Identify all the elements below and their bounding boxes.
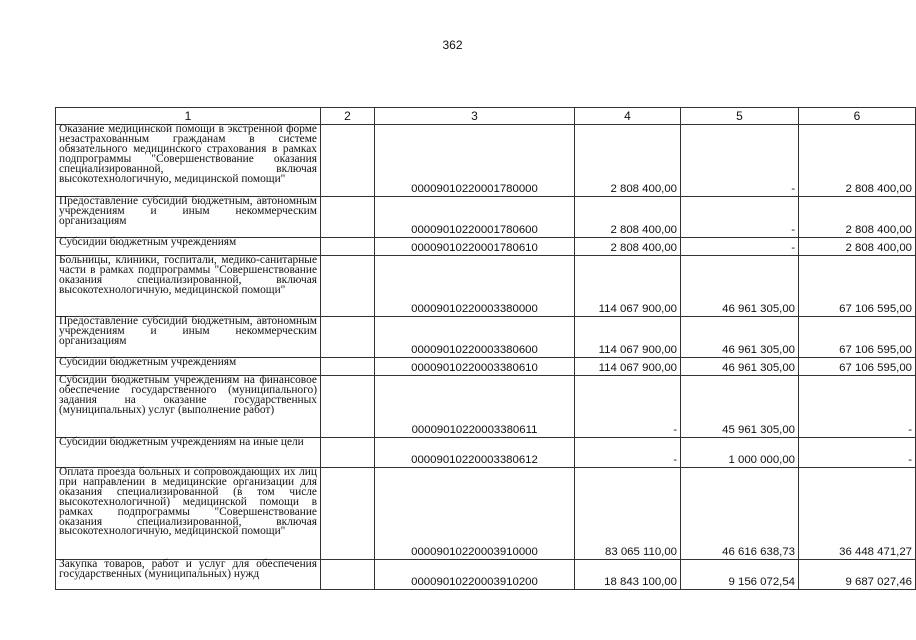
- budget-table: [55, 107, 916, 590]
- row-value-6: 2 808 400,00: [799, 238, 916, 256]
- row-value-6: 2 808 400,00: [799, 125, 916, 197]
- header-col-4: 4: [575, 108, 681, 125]
- row-code: 00009010220001780000: [375, 125, 575, 197]
- row-description: Оплата проезда больных и сопровождающих их лиц при направлении в медицинские организации для оказания специализированной (в том числе высокотехнологичной) медицинской помощи в рамках подпрограммы "Совершенствование оказания специализированной, включая высокотехнологичную, медицинской помощи": [56, 468, 321, 560]
- row-description: Субсидии бюджетным учреждениям: [56, 238, 321, 256]
- row-description: Предоставление субсидий бюджетным, автономным учреждениям и иным некоммерческим организациям: [56, 197, 321, 238]
- row-value-5: -: [681, 125, 799, 197]
- row-description: Субсидии бюджетным учреждениям: [56, 358, 321, 376]
- row-value-6: -: [799, 376, 916, 438]
- row-code: 00009010220001780600: [375, 197, 575, 238]
- row-description: Закупка товаров, работ и услуг для обеспечения государственных (муниципальных) нужд: [56, 560, 321, 590]
- row-value-4: -: [575, 438, 681, 468]
- row-value-6: 36 448 471,27: [799, 468, 916, 560]
- row-col2: [321, 197, 375, 238]
- row-code: 00009010220003380000: [375, 256, 575, 317]
- row-col2: [321, 238, 375, 256]
- header-col-1: 1: [56, 108, 321, 125]
- row-value-6: 67 106 595,00: [799, 358, 916, 376]
- row-description: Предоставление субсидий бюджетным, автономным учреждениям и иным некоммерческим организациям: [56, 317, 321, 358]
- row-code: 00009010220003380611: [375, 376, 575, 438]
- row-value-6: -: [799, 438, 916, 468]
- row-value-6: 67 106 595,00: [799, 256, 916, 317]
- row-col2: [321, 560, 375, 590]
- table-row: [56, 197, 916, 238]
- row-col2: [321, 438, 375, 468]
- row-value-6: 2 808 400,00: [799, 197, 916, 238]
- row-col2: [321, 376, 375, 438]
- row-col2: [321, 125, 375, 197]
- row-col2: [321, 358, 375, 376]
- row-code: 00009010220003380612: [375, 438, 575, 468]
- row-code: 00009010220001780610: [375, 238, 575, 256]
- row-value-4: 18 843 100,00: [575, 560, 681, 590]
- row-value-4: 114 067 900,00: [575, 317, 681, 358]
- row-value-4: 2 808 400,00: [575, 197, 681, 238]
- row-value-5: 45 961 305,00: [681, 376, 799, 438]
- row-value-5: -: [681, 197, 799, 238]
- row-description: Больницы, клиники, госпитали, медико-санитарные части в рамках подпрограммы "Совершенствование оказания специализированной, включая высокотехнологичную, медицинской помощи": [56, 256, 321, 317]
- table-row: [56, 358, 916, 376]
- table-row: [56, 317, 916, 358]
- row-value-4: -: [575, 376, 681, 438]
- table-row: [56, 468, 916, 560]
- table-row: [56, 560, 916, 590]
- header-col-3: 3: [375, 108, 575, 125]
- row-description: Субсидии бюджетным учреждениям на иные цели: [56, 438, 321, 468]
- table-header-row: [56, 108, 916, 125]
- row-col2: [321, 256, 375, 317]
- row-col2: [321, 317, 375, 358]
- table-row: [56, 438, 916, 468]
- row-value-4: 83 065 110,00: [575, 468, 681, 560]
- row-value-5: 46 616 638,73: [681, 468, 799, 560]
- row-value-4: 2 808 400,00: [575, 125, 681, 197]
- row-value-4: 114 067 900,00: [575, 256, 681, 317]
- header-col-5: 5: [681, 108, 799, 125]
- row-value-5: 46 961 305,00: [681, 358, 799, 376]
- row-code: 00009010220003380610: [375, 358, 575, 376]
- row-code: 00009010220003910000: [375, 468, 575, 560]
- row-code: 00009010220003380600: [375, 317, 575, 358]
- header-col-2: 2: [321, 108, 375, 125]
- row-value-6: 67 106 595,00: [799, 317, 916, 358]
- page-number: 362: [442, 38, 463, 52]
- row-value-5: 46 961 305,00: [681, 256, 799, 317]
- row-value-6: 9 687 027,46: [799, 560, 916, 590]
- row-value-5: 9 156 072,54: [681, 560, 799, 590]
- row-description: Субсидии бюджетным учреждениям на финансовое обеспечение государственного (муниципального) задания на оказание государственных (муниципальных) услуг (выполнение работ): [56, 376, 321, 438]
- row-code: 00009010220003910200: [375, 560, 575, 590]
- row-description: Оказание медицинской помощи в экстренной форме незастрахованным гражданам в системе обязательного медицинского страхования в рамках подпрограммы "Совершенствование оказания специализированной, включая высокотехнологичную, медицинской помощи": [56, 125, 321, 197]
- row-value-5: 1 000 000,00: [681, 438, 799, 468]
- row-value-4: 2 808 400,00: [575, 238, 681, 256]
- row-value-5: 46 961 305,00: [681, 317, 799, 358]
- row-col2: [321, 468, 375, 560]
- table-row: [56, 238, 916, 256]
- table-row: [56, 376, 916, 438]
- row-value-4: 114 067 900,00: [575, 358, 681, 376]
- row-value-5: -: [681, 238, 799, 256]
- table-row: [56, 125, 916, 197]
- table-row: [56, 256, 916, 317]
- header-col-6: 6: [799, 108, 916, 125]
